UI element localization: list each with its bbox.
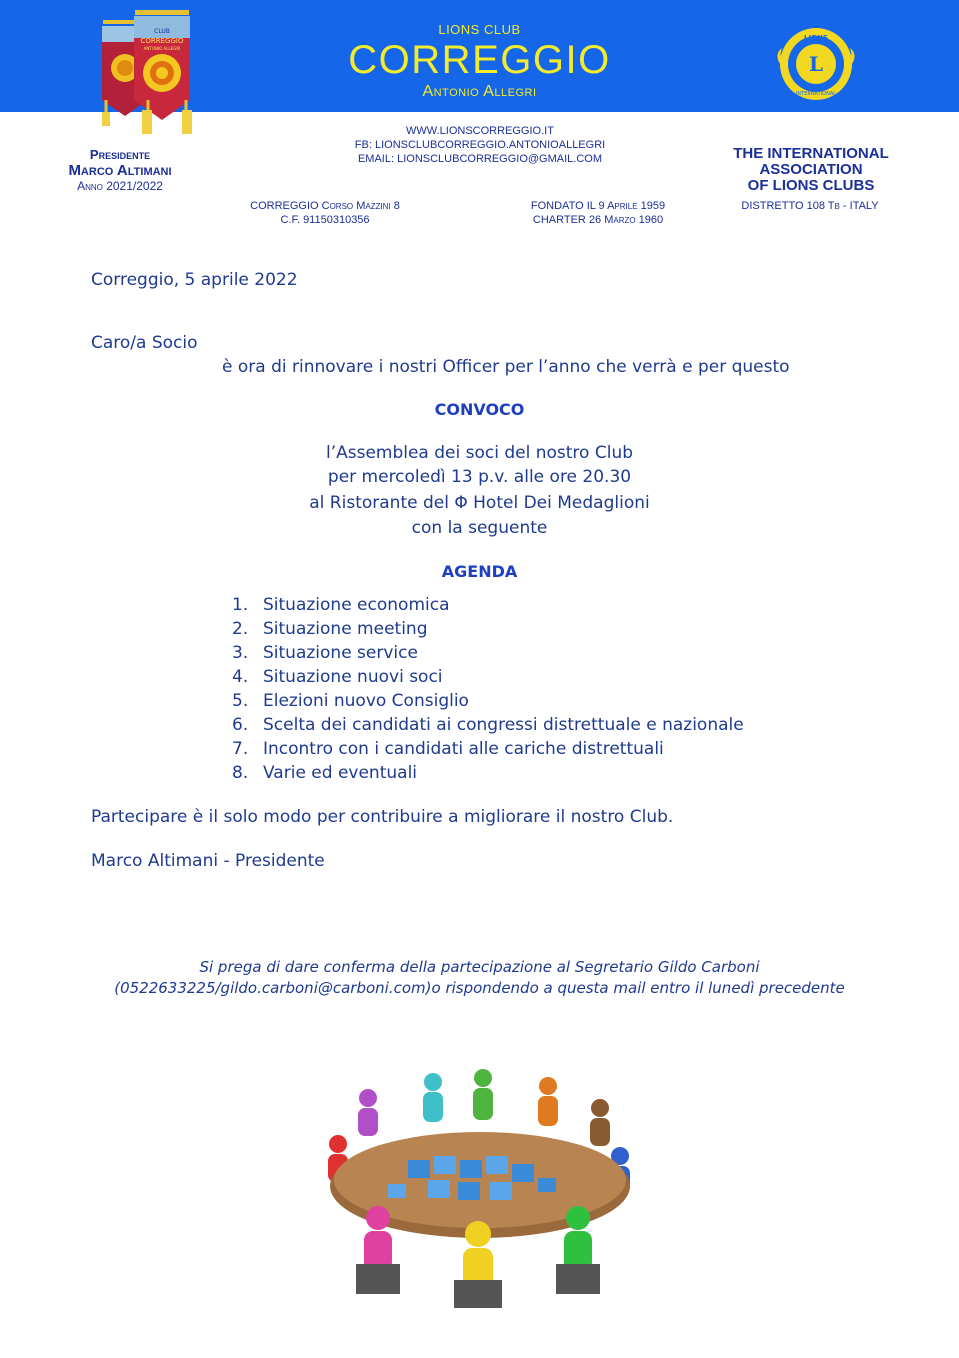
assembly-line-2: per mercoledì 13 p.v. alle ore 20.30 — [327, 467, 632, 487]
salutation: Caro/a Socio — [91, 333, 198, 353]
closing-text: Partecipare è il solo modo per contribuire a migliorare il nostro Club. — [91, 807, 674, 827]
rsvp-note — [0, 957, 959, 999]
agenda-item — [232, 690, 852, 714]
agenda-item — [232, 714, 852, 738]
club-label: LIONS CLUB — [438, 22, 521, 37]
convoco-heading: CONVOCO — [434, 400, 525, 419]
district: DISTRETTO 108 Tb - ITALY — [741, 200, 879, 212]
agenda-item-text: Situazione service — [263, 643, 418, 663]
agenda-item-text: Situazione nuovi soci — [263, 667, 443, 687]
association-line-2: ASSOCIATION — [759, 161, 863, 178]
address: CORREGGIO Corso Mazzini 8 — [250, 200, 400, 212]
contacts-block — [320, 124, 640, 166]
founded-block — [500, 199, 696, 227]
association-line-3: OF LIONS CLUBS — [747, 177, 875, 194]
president-year: Anno 2021/2022 — [77, 179, 163, 193]
club-subtitle: Antonio Allegri — [422, 83, 537, 100]
intro-text: è ora di rinnovare i nostri Officer per l’anno che verrà e per questo — [222, 357, 790, 377]
rsvp-line-1: Si prega di dare conferma della partecipazione al Segretario Gildo Carboni — [199, 958, 760, 976]
meeting-table-puzzle-illustration-icon — [308, 1068, 653, 1313]
facebook-link[interactable]: FB: LIONSCLUBCORREGGIO.ANTONIOALLEGRI — [354, 139, 606, 151]
club-name: CORREGGIO — [348, 38, 611, 82]
agenda-item — [232, 642, 852, 666]
pennant-label-3: ANTONIO ALLEGRI — [143, 46, 181, 51]
agenda-item-text: Situazione economica — [263, 595, 450, 615]
place-date: Correggio, 5 aprile 2022 — [91, 270, 298, 290]
agenda-item — [232, 762, 852, 786]
agenda-list — [232, 594, 852, 786]
logo-bottom-text: INTERNATIONAL — [795, 91, 837, 97]
agenda-item-text: Elezioni nuovo Consiglio — [263, 691, 469, 711]
logo-top-text: LIONS — [804, 34, 828, 42]
agenda-item-number: 1. — [232, 595, 249, 615]
agenda-item-number: 6. — [232, 715, 249, 735]
district-block — [720, 199, 900, 213]
agenda-item-number: 7. — [232, 739, 249, 759]
agenda-item-text: Incontro con i candidati alle cariche distrettuali — [263, 739, 664, 759]
agenda-item — [232, 738, 852, 762]
tax-code: C.F. 91150310356 — [280, 214, 370, 226]
agenda-item-text: Varie ed eventuali — [263, 763, 418, 783]
president-role: Presidente — [89, 147, 151, 162]
pennant-label-1: CLUB — [154, 28, 170, 35]
pennant-label-2: CORREGGIO — [140, 37, 184, 45]
header-banner — [0, 0, 959, 112]
association-line-1: THE INTERNATIONAL — [733, 145, 889, 162]
assembly-line-4: con la seguente — [411, 518, 548, 538]
agenda-item-number: 3. — [232, 643, 249, 663]
lions-international-logo-icon — [772, 24, 860, 104]
agenda-item — [232, 666, 852, 690]
address-block — [220, 199, 430, 227]
president-name: Marco Altimani — [68, 162, 172, 179]
agenda-item — [232, 594, 852, 618]
agenda-item-number: 5. — [232, 691, 249, 711]
assembly-line-1: l’Assemblea dei soci del nostro Club — [325, 443, 634, 463]
website-link[interactable]: WWW.LIONSCORREGGIO.IT — [406, 125, 554, 137]
charter-date: CHARTER 26 Marzo 1960 — [532, 214, 664, 226]
signature: Marco Altimani - Presidente — [91, 851, 325, 871]
agenda-item-number: 8. — [232, 763, 249, 783]
agenda-item-number: 2. — [232, 619, 249, 639]
agenda-item-text: Scelta dei candidati ai congressi distrettuale e nazionale — [263, 715, 744, 735]
agenda-item — [232, 618, 852, 642]
assembly-line-3: al Ristorante del Φ Hotel Dei Medaglioni — [309, 493, 650, 513]
founded-date: FONDATO IL 9 Aprile 1959 — [530, 200, 666, 212]
rsvp-line-2: (0522633225/gildo.carboni@carboni.com)o rispondendo a questa mail entro il lunedì precedente — [114, 979, 845, 997]
email-link[interactable]: EMAIL: LIONSCLUBCORREGGIO@GMAIL.COM — [357, 153, 603, 165]
president-block — [40, 147, 200, 193]
agenda-item-number: 4. — [232, 667, 249, 687]
association-block — [718, 146, 904, 194]
agenda-item-text: Situazione meeting — [263, 619, 428, 639]
logo-letter: L — [808, 52, 824, 76]
agenda-heading: AGENDA — [441, 562, 518, 581]
